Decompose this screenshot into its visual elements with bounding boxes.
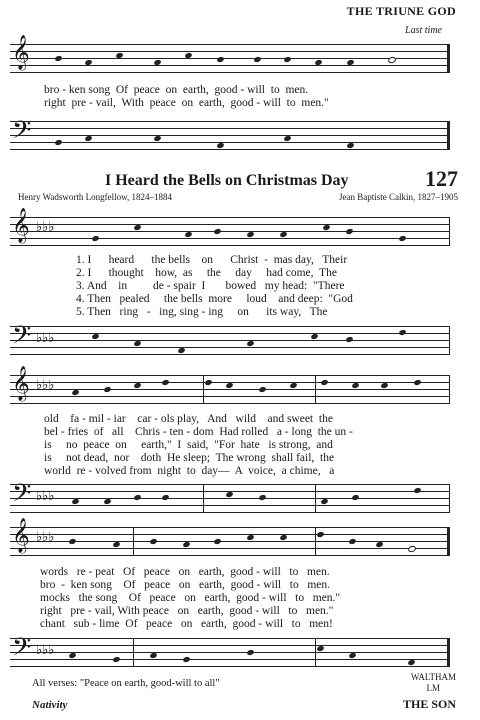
flat-key-signature-icon: ♭♭♭ <box>36 219 55 234</box>
last-time-label: Last time <box>405 25 442 36</box>
barline <box>315 638 316 666</box>
staff-line <box>10 375 450 376</box>
barline <box>203 375 204 403</box>
prev-lyric-line-2: right pre - vail, With peace on earth, good - will to men." <box>44 97 329 109</box>
staff-line <box>10 396 450 397</box>
flat-key-signature-icon: ♭♭♭ <box>36 377 55 392</box>
bass-staff-1 <box>10 322 450 356</box>
hymn-number: 127 <box>425 166 458 191</box>
treble-clef-icon: 𝄞 <box>12 209 30 242</box>
staff-line <box>10 128 450 129</box>
staff-line <box>10 347 450 348</box>
verse-line-s3-3: mocks the song Of peace on earth, good - will to men." <box>40 592 341 604</box>
barline <box>447 638 450 666</box>
staff-line <box>10 333 450 334</box>
staff-line <box>10 231 450 232</box>
staff-line <box>10 245 450 246</box>
verse-line-s2-2: bel - fries of all Chris - ten - dom Had rolled a - long the un - <box>44 426 353 438</box>
flat-key-signature-icon: ♭♭♭ <box>36 488 55 503</box>
flat-key-signature-icon: ♭♭♭ <box>36 330 55 345</box>
barline <box>449 217 450 245</box>
bass-staff-prev <box>10 117 450 151</box>
tune-name: WALTHAM <box>410 672 456 682</box>
treble-clef-icon: 𝄞 <box>12 519 30 552</box>
staff-line <box>10 527 450 528</box>
music-credit: Jean Baptiste Calkin, 1827–1905 <box>339 192 458 202</box>
staff-line <box>10 51 450 52</box>
barline <box>133 527 134 555</box>
verse-line-s1-3: 3. And in de - spair I bowed my head: "There <box>76 280 345 292</box>
staff-line <box>10 326 450 327</box>
staff-line <box>10 58 450 59</box>
treble-staff-prev <box>10 36 450 74</box>
verse-line-s3-2: bro - ken song Of peace on earth, good - will to men. <box>40 579 330 591</box>
bass-clef-icon: 𝄢 <box>12 634 32 667</box>
staff-line <box>10 149 450 150</box>
barline <box>203 484 204 512</box>
staff-line <box>10 354 450 355</box>
staff-line <box>10 224 450 225</box>
bass-staff-3 <box>10 634 450 668</box>
verse-line-s1-2: 2. I thought how, as the day had come, The <box>76 267 337 279</box>
treble-clef-icon: 𝄞 <box>12 367 30 400</box>
staff-line <box>10 238 450 239</box>
all-verses-note: All verses: "Peace on earth, good-will to all" <box>32 678 220 689</box>
staff-line <box>10 548 450 549</box>
staff-line <box>10 65 450 66</box>
staff-line <box>10 505 450 506</box>
tune-meter: LM <box>426 683 440 693</box>
barline <box>447 44 450 72</box>
barline <box>449 326 450 354</box>
barline <box>447 121 450 149</box>
barline <box>315 527 316 555</box>
barline <box>133 638 134 666</box>
staff-line <box>10 512 450 513</box>
staff-line <box>10 121 450 122</box>
barline <box>315 375 316 403</box>
barline <box>449 484 450 512</box>
flat-key-signature-icon: ♭♭♭ <box>36 529 55 544</box>
staff-line <box>10 142 450 143</box>
staff-line <box>10 555 450 556</box>
staff-line <box>10 666 450 667</box>
flat-key-signature-icon: ♭♭♭ <box>36 642 55 657</box>
verse-line-s2-1: old fa - mil - iar car - ols play, And wild and sweet the <box>44 413 333 425</box>
verse-line-s2-4: is not dead, nor doth He sleep; The wrong shall fail, the <box>44 452 335 464</box>
category-label: Nativity <box>32 699 68 711</box>
staff-line <box>10 659 450 660</box>
verse-line-s1-1: 1. I heard the bells on Christ - mas day, Their <box>76 254 348 266</box>
staff-line <box>10 638 450 639</box>
hymn-title: I Heard the Bells on Christmas Day <box>105 172 349 189</box>
verse-line-s3-4: right pre - vail, With peace on earth, good - will to men." <box>40 605 334 617</box>
barline <box>447 527 450 555</box>
treble-staff-1 <box>10 209 450 247</box>
barline <box>449 375 450 403</box>
treble-clef-icon: 𝄞 <box>12 36 30 69</box>
staff-line <box>10 534 450 535</box>
staff-line <box>10 340 450 341</box>
verse-line-s2-3: is no peace on earth," I said, "For hate is strong, and <box>44 439 333 451</box>
verse-line-s1-5: 5. Then ring - ing, sing - ing on its way, The <box>76 306 328 318</box>
staff-line <box>10 403 450 404</box>
section-header: THE TRIUNE GOD <box>346 4 456 18</box>
text-credit: Henry Wadsworth Longfellow, 1824–1884 <box>18 192 173 202</box>
verse-line-s3-1: words re - peat Of peace on earth, good - will to men. <box>40 566 330 578</box>
prev-lyric-line-1: bro - ken song Of peace on earth, good - will to men. <box>44 84 309 96</box>
staff-line <box>10 484 450 485</box>
section-footer: THE SON <box>402 697 456 711</box>
treble-staff-3 <box>10 519 450 557</box>
staff-line <box>10 652 450 653</box>
barline <box>315 484 316 512</box>
staff-line <box>10 72 450 73</box>
staff-line <box>10 135 450 136</box>
verse-line-s3-5: chant sub - lime Of peace on earth, good - will to men! <box>40 618 333 630</box>
staff-line <box>10 645 450 646</box>
staff-line <box>10 217 450 218</box>
verse-line-s1-4: 4. Then pealed the bells more loud and deep: "God <box>76 293 353 305</box>
bass-clef-icon: 𝄢 <box>12 322 32 355</box>
staff-line <box>10 44 450 45</box>
bass-clef-icon: 𝄢 <box>12 480 32 513</box>
verse-line-s2-5: world re - volved from night to day— A voice, a chime, a <box>44 465 335 477</box>
bass-clef-icon: 𝄢 <box>12 117 32 150</box>
